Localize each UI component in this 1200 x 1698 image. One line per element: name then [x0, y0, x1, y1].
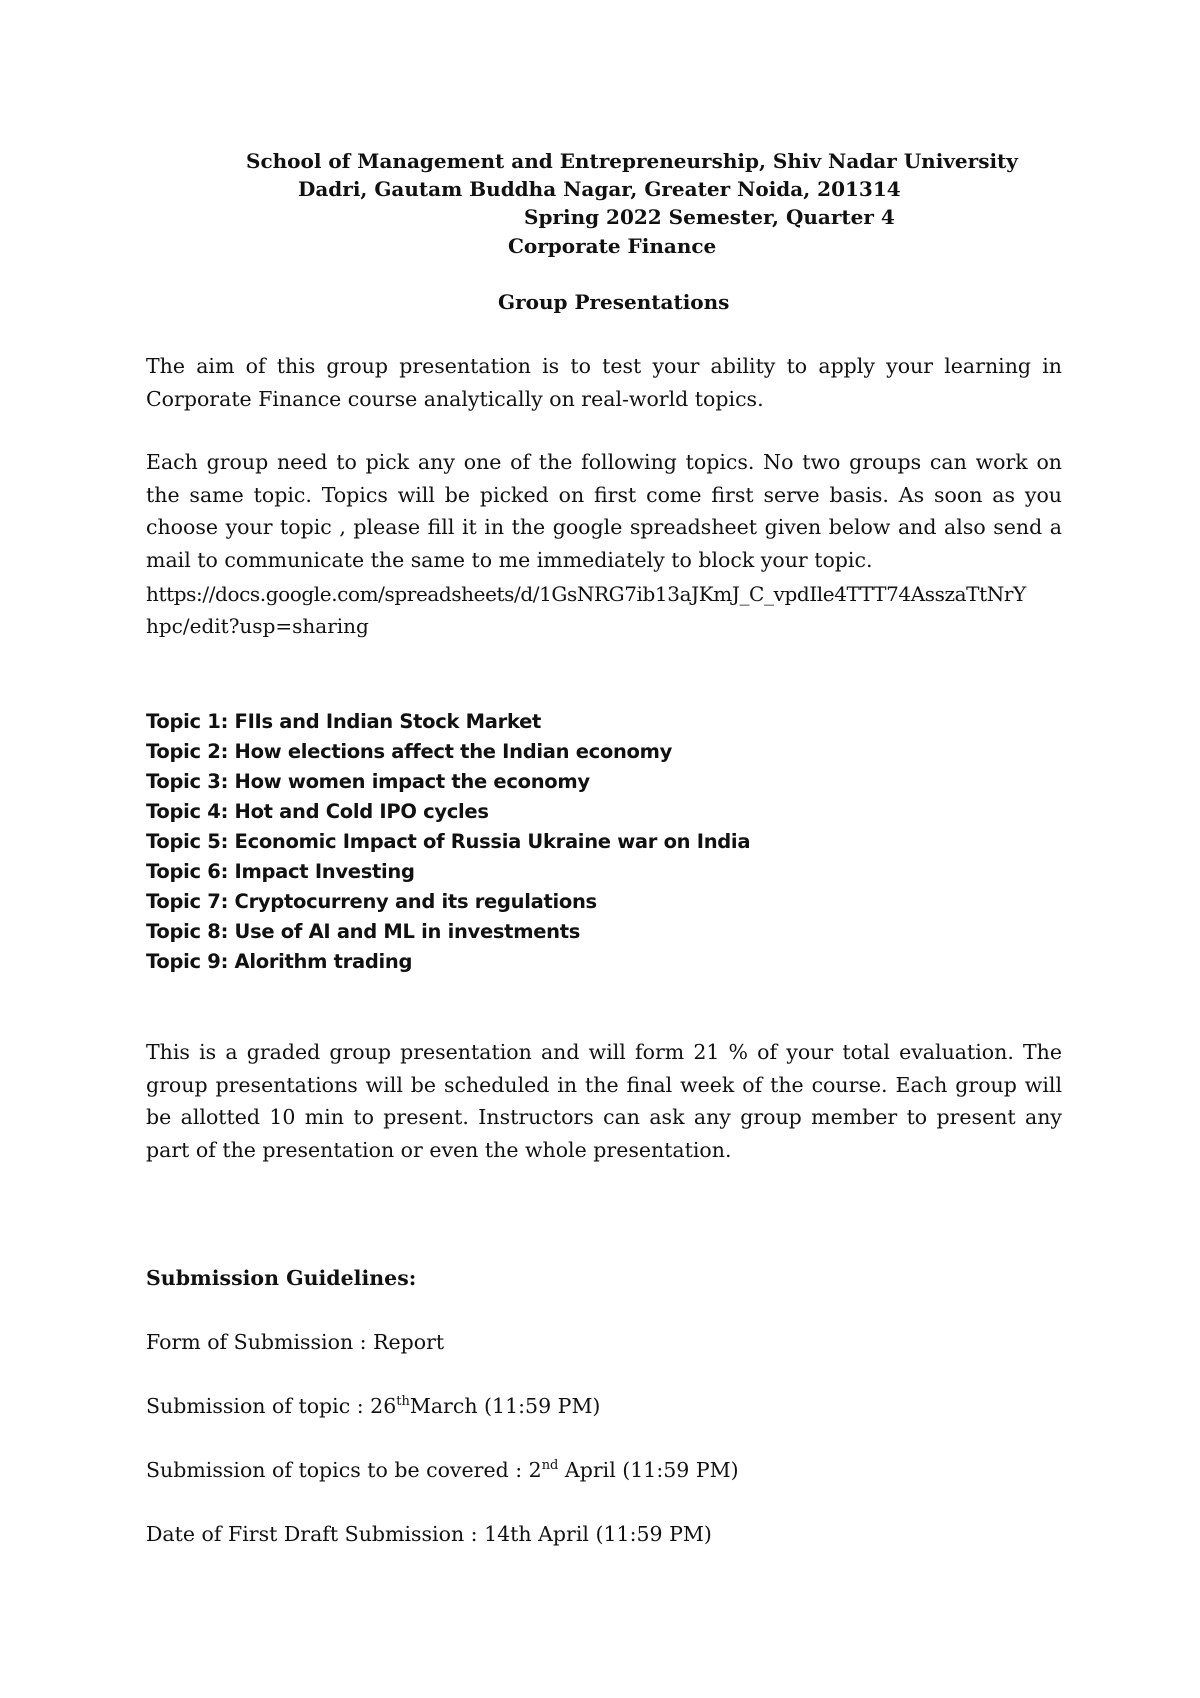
submission-heading: Submission Guidelines:: [146, 1266, 417, 1290]
header-semester: Spring 2022 Semester, Quarter 4: [524, 205, 895, 229]
covered-submission-sup: nd: [541, 1458, 559, 1474]
topic-submission-sup: th: [396, 1394, 410, 1410]
header-address: Dadri, Gautam Buddha Nagar, Greater Noida, 201314: [298, 177, 901, 201]
spreadsheet-link[interactable]: https://docs.google.com/spreadsheets/d/1GsNRG7ib13aJKmJ_C_vpdIle4TTT74AsszaTtNrY: [146, 582, 1026, 606]
instructions-paragraph: Each group need to pick any one of the following topics. No two groups can work on the same topic. Topics will be picked on first come first serve basis. As soon as you choose your topic , please fill it in the google spreadsheet given below and also send a mail to communicate the same to me immediately to block your topic.: [146, 450, 1062, 572]
covered-submission-label: Submission of topics to be covered : 2: [146, 1458, 542, 1482]
topic-item: Topic 2: How elections affect the Indian economy: [146, 740, 673, 763]
topic-submission-date: [146, 1393, 600, 1419]
topic-item: Topic 7: Cryptocurreny and its regulations: [146, 890, 597, 913]
topic-item: Topic 4: Hot and Cold IPO cycles: [146, 800, 489, 823]
topic-submission-rest: March (11:59 PM): [409, 1394, 601, 1418]
topic-item: Topic 3: How women impact the economy: [146, 770, 590, 793]
header-course: Corporate Finance: [508, 234, 717, 258]
header-school: School of Management and Entrepreneurship, Shiv Nadar University: [246, 149, 1018, 173]
aim-paragraph: The aim of this group presentation is to test your ability to apply your learning in Corporate Finance course analytically on real-world topics.: [146, 354, 1062, 411]
first-draft-date: Date of First Draft Submission : 14th April (11:59 PM): [146, 1522, 712, 1546]
form-of-submission: Form of Submission : Report: [146, 1330, 445, 1354]
topic-item: Topic 8: Use of AI and ML in investments: [146, 920, 581, 943]
topic-item: Topic 6: Impact Investing: [146, 860, 415, 883]
covered-submission-date: [146, 1457, 739, 1483]
covered-submission-rest: April (11:59 PM): [558, 1458, 739, 1482]
topic-item: Topic 9: Alorithm trading: [146, 950, 413, 973]
page-title: Group Presentations: [498, 290, 730, 314]
topic-item: Topic 5: Economic Impact of Russia Ukraine war on India: [146, 830, 751, 853]
spreadsheet-link-cont[interactable]: hpc/edit?usp=sharing: [146, 614, 369, 638]
topic-item: Topic 1: FIIs and Indian Stock Market: [146, 710, 542, 733]
topic-submission-label: Submission of topic : 26: [146, 1394, 397, 1418]
grading-paragraph: This is a graded group presentation and will form 21 % of your total evaluation. The group presentations will be scheduled in the final week of the course. Each group will be allotted 10 min to present. Instructors can ask any group member to present any part of the presentation or even the whole presentation.: [146, 1040, 1062, 1162]
